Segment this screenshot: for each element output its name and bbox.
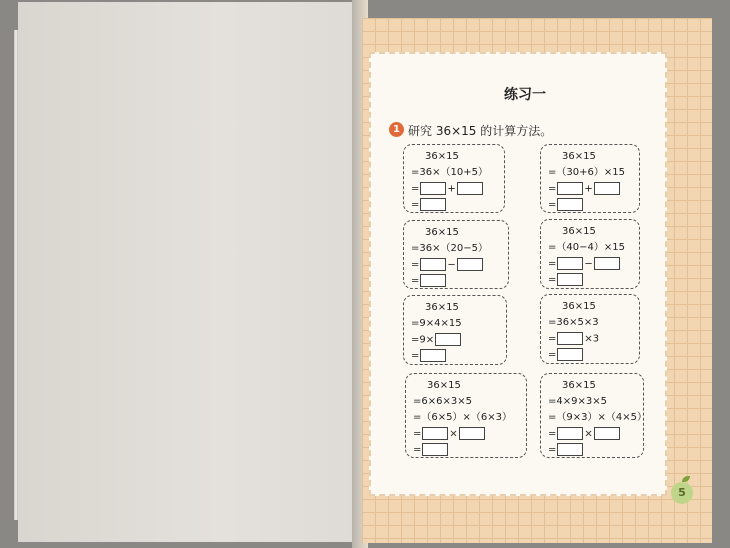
calc-text: = xyxy=(548,274,557,286)
calc-text: 36×15 xyxy=(427,380,461,391)
answer-blank[interactable] xyxy=(420,258,446,271)
calc-text: =36×（10+5） xyxy=(411,167,488,178)
calc-text: = xyxy=(548,199,557,211)
calc-line xyxy=(548,198,584,212)
calc-text: = xyxy=(548,333,557,345)
calc-text: = xyxy=(411,183,420,195)
calc-text: = xyxy=(411,259,420,271)
calc-line xyxy=(411,333,462,347)
calc-text: 36×15 xyxy=(425,302,459,313)
calc-line xyxy=(413,427,486,441)
calc-line xyxy=(413,411,512,424)
calc-text: = xyxy=(413,444,422,456)
calc-line xyxy=(562,150,596,163)
calc-text: 36×15 xyxy=(425,151,459,162)
calc-line xyxy=(548,427,621,441)
answer-blank[interactable] xyxy=(420,198,446,211)
calc-line xyxy=(413,443,449,457)
answer-blank[interactable] xyxy=(457,258,483,271)
calc-text: = xyxy=(413,428,422,440)
answer-blank[interactable] xyxy=(457,182,483,195)
calc-text: = xyxy=(411,199,420,211)
calc-line xyxy=(411,242,488,255)
operator-sign: × xyxy=(584,428,593,440)
calc-line xyxy=(411,317,462,330)
answer-blank[interactable] xyxy=(557,182,583,195)
answer-blank[interactable] xyxy=(594,257,620,270)
calc-line xyxy=(548,273,584,287)
calc-line xyxy=(425,226,459,239)
calc-line xyxy=(425,301,459,314)
calc-suffix: ×3 xyxy=(584,333,600,345)
calc-line xyxy=(562,225,596,238)
calc-text: = xyxy=(548,444,557,456)
calc-line xyxy=(548,348,584,362)
question-number-badge: 1 xyxy=(389,122,404,137)
calc-line xyxy=(548,332,599,346)
answer-blank[interactable] xyxy=(435,333,461,346)
operator-sign: × xyxy=(449,428,458,440)
calc-text: =6×6×3×5 xyxy=(413,396,472,407)
calc-line xyxy=(548,257,621,271)
operator-sign: + xyxy=(447,183,456,195)
operator-sign: − xyxy=(447,259,456,271)
operator-sign: − xyxy=(584,258,593,270)
calc-line xyxy=(411,182,484,196)
operator-sign: + xyxy=(584,183,593,195)
calc-text: 36×15 xyxy=(562,380,596,391)
calc-line xyxy=(427,379,461,392)
answer-blank[interactable] xyxy=(557,273,583,286)
calc-line xyxy=(411,274,447,288)
calc-text: = xyxy=(548,183,557,195)
calc-line xyxy=(548,443,584,457)
calc-text: 36×15 xyxy=(562,301,596,312)
calc-text: =36×（20−5） xyxy=(411,243,488,254)
answer-blank[interactable] xyxy=(594,182,620,195)
calc-line xyxy=(562,379,596,392)
calc-text: 36×15 xyxy=(562,226,596,237)
calc-line xyxy=(548,411,647,424)
answer-blank[interactable] xyxy=(422,443,448,456)
calc-text: = xyxy=(548,349,557,361)
calc-line xyxy=(411,166,488,179)
answer-blank[interactable] xyxy=(557,443,583,456)
question-text: 研究 36×15 的计算方法。 xyxy=(408,124,553,138)
calc-line xyxy=(548,166,625,179)
calc-text: =36×5×3 xyxy=(548,317,599,328)
calc-text: =（9×3）×（4×5） xyxy=(548,412,647,423)
calc-line xyxy=(411,258,484,272)
calc-text: = xyxy=(548,428,557,440)
answer-blank[interactable] xyxy=(557,348,583,361)
calc-text: =（6×5）×（6×3） xyxy=(413,412,512,423)
calc-text: = xyxy=(411,350,420,362)
calc-line xyxy=(548,241,625,254)
answer-blank[interactable] xyxy=(557,257,583,270)
answer-blank[interactable] xyxy=(557,332,583,345)
answer-blank[interactable] xyxy=(594,427,620,440)
page-number: 5 xyxy=(678,486,686,499)
calc-text: =（40−4）×15 xyxy=(548,242,625,253)
answer-blank[interactable] xyxy=(420,349,446,362)
calc-line xyxy=(425,150,459,163)
calc-text: 36×15 xyxy=(562,151,596,162)
calc-line xyxy=(548,395,607,408)
left-page xyxy=(18,2,358,542)
calc-text: =4×9×3×5 xyxy=(548,396,607,407)
calc-line xyxy=(411,349,447,363)
answer-blank[interactable] xyxy=(459,427,485,440)
exercise-title: 练习一 xyxy=(504,87,546,103)
calc-line xyxy=(411,198,447,212)
answer-blank[interactable] xyxy=(422,427,448,440)
answer-blank[interactable] xyxy=(557,427,583,440)
calc-text: =9× xyxy=(411,334,435,346)
calc-line xyxy=(548,182,621,196)
calc-text: = xyxy=(411,275,420,287)
calc-text: =（30+6）×15 xyxy=(548,167,625,178)
answer-blank[interactable] xyxy=(420,274,446,287)
calc-line xyxy=(413,395,472,408)
calc-text: = xyxy=(548,258,557,270)
answer-blank[interactable] xyxy=(557,198,583,211)
calc-text: =9×4×15 xyxy=(411,318,462,329)
calc-line xyxy=(562,300,596,313)
answer-blank[interactable] xyxy=(420,182,446,195)
calc-text: 36×15 xyxy=(425,227,459,238)
calc-line xyxy=(548,316,599,329)
